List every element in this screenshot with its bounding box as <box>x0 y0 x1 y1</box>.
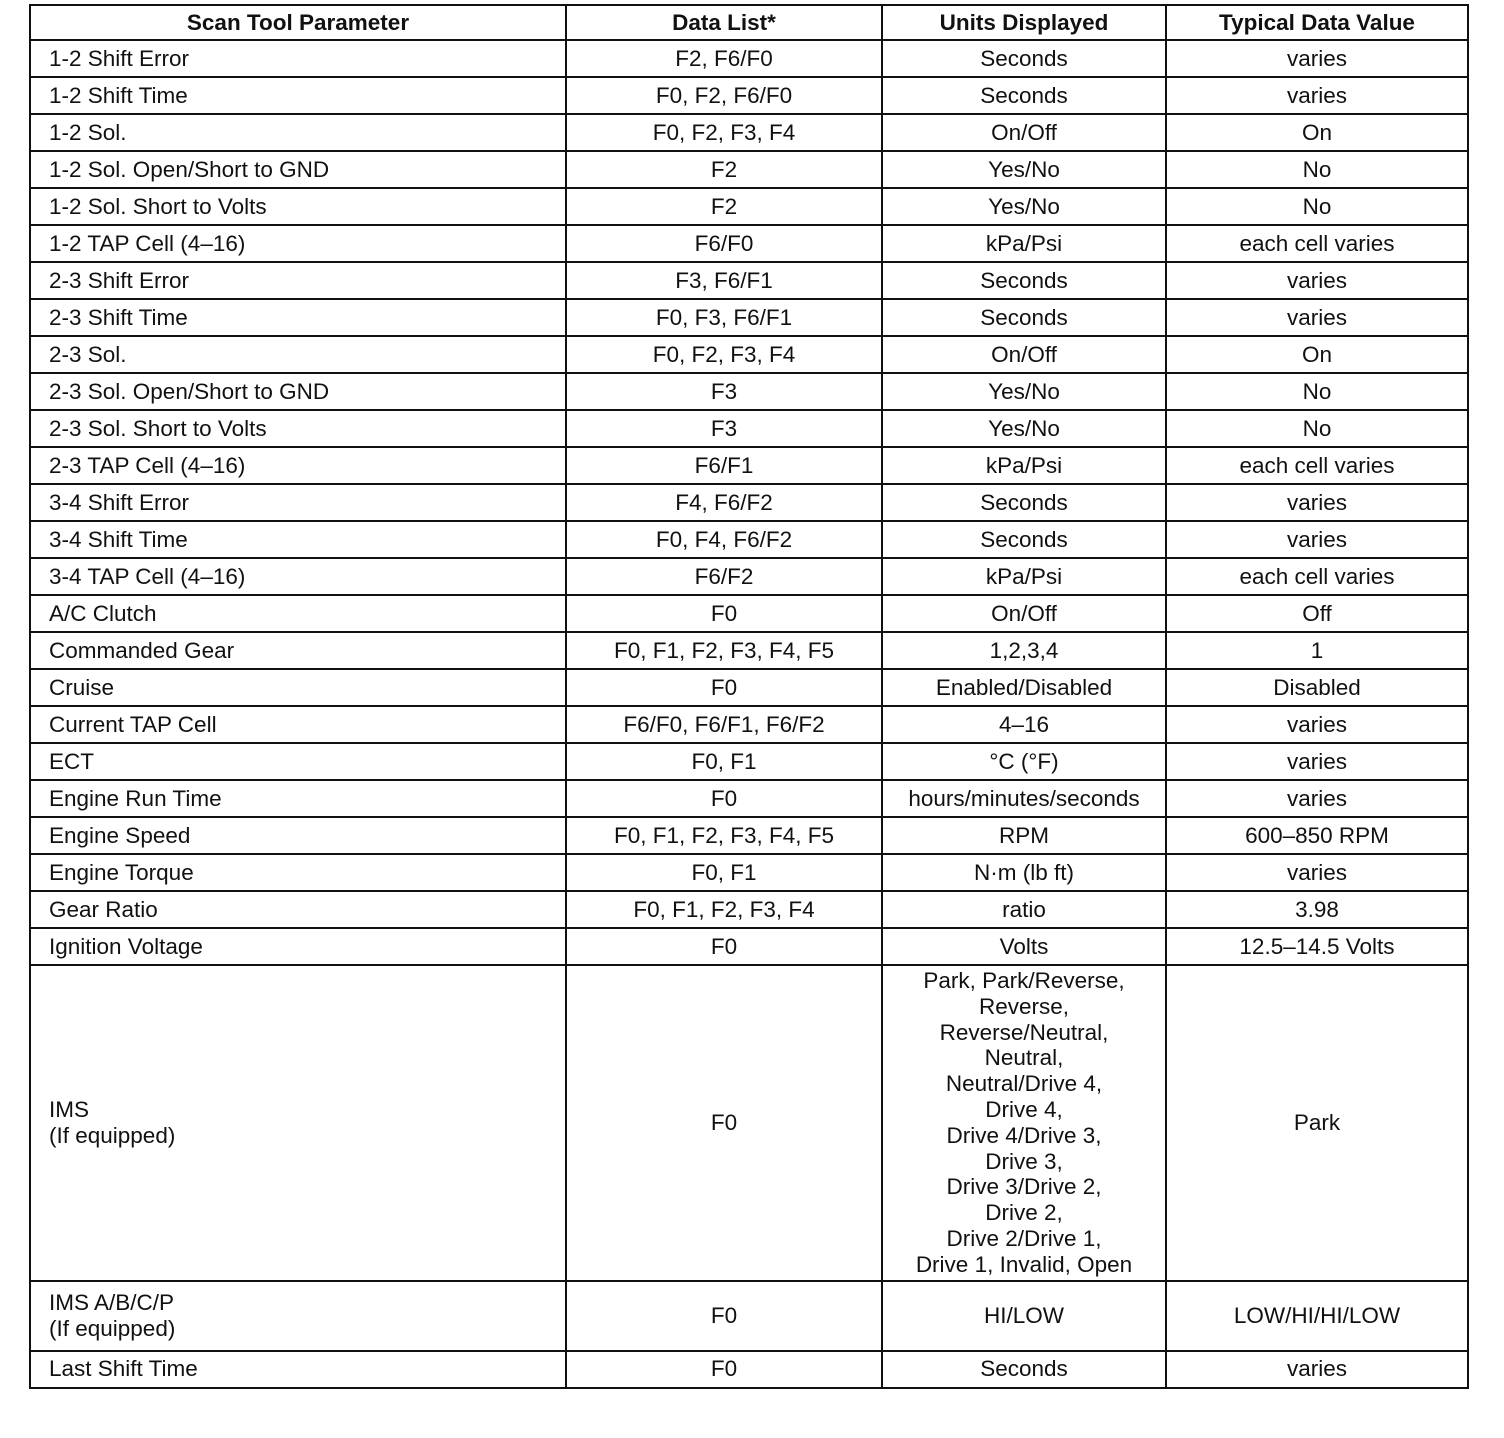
data-list-cell: F0, F2, F3, F4 <box>566 114 882 151</box>
header-units-displayed: Units Displayed <box>882 5 1166 40</box>
data-list-cell: F2 <box>566 151 882 188</box>
data-list-cell: F0, F1 <box>566 743 882 780</box>
units-cell: Volts <box>882 928 1166 965</box>
param-cell: Cruise <box>30 669 566 706</box>
data-list-cell: F0, F3, F6/F1 <box>566 299 882 336</box>
table-row <box>30 40 1468 77</box>
typical-value-cell: 3.98 <box>1166 891 1468 928</box>
units-cell: Yes/No <box>882 151 1166 188</box>
units-cell: Yes/No <box>882 410 1166 447</box>
table-row <box>30 706 1468 743</box>
units-cell: kPa/Psi <box>882 225 1166 262</box>
data-list-cell: F0 <box>566 780 882 817</box>
typical-value-cell: varies <box>1166 706 1468 743</box>
table-row <box>30 77 1468 114</box>
typical-value-cell: 600–850 RPM <box>1166 817 1468 854</box>
units-cell: Seconds <box>882 299 1166 336</box>
data-list-cell: F2, F6/F0 <box>566 40 882 77</box>
units-cell: Enabled/Disabled <box>882 669 1166 706</box>
typical-value-cell: each cell varies <box>1166 558 1468 595</box>
typical-value-cell: No <box>1166 410 1468 447</box>
typical-value-cell: On <box>1166 114 1468 151</box>
param-cell: Current TAP Cell <box>30 706 566 743</box>
param-cell: IMS A/B/C/P (If equipped) <box>30 1281 566 1351</box>
data-list-cell: F6/F0 <box>566 225 882 262</box>
data-list-cell: F0, F2, F3, F4 <box>566 336 882 373</box>
units-cell: Seconds <box>882 40 1166 77</box>
data-list-cell: F6/F1 <box>566 447 882 484</box>
data-list-cell: F6/F0, F6/F1, F6/F2 <box>566 706 882 743</box>
data-list-cell: F0 <box>566 965 882 1281</box>
param-cell: ECT <box>30 743 566 780</box>
table-body <box>30 40 1468 1388</box>
data-list-cell: F0 <box>566 595 882 632</box>
typical-value-cell: No <box>1166 151 1468 188</box>
table-row <box>30 1281 1468 1351</box>
units-cell: Seconds <box>882 484 1166 521</box>
data-list-cell: F0 <box>566 1351 882 1388</box>
table-row <box>30 891 1468 928</box>
units-cell: ratio <box>882 891 1166 928</box>
header-scan-tool-parameter: Scan Tool Parameter <box>30 5 566 40</box>
param-cell: 1-2 TAP Cell (4–16) <box>30 225 566 262</box>
table-row <box>30 558 1468 595</box>
param-cell: 1-2 Sol. Short to Volts <box>30 188 566 225</box>
table-row <box>30 447 1468 484</box>
typical-value-cell: each cell varies <box>1166 447 1468 484</box>
table-row <box>30 151 1468 188</box>
table-row <box>30 262 1468 299</box>
param-cell: 2-3 Shift Error <box>30 262 566 299</box>
units-cell: HI/LOW <box>882 1281 1166 1351</box>
data-list-cell: F3 <box>566 373 882 410</box>
typical-value-cell: varies <box>1166 77 1468 114</box>
data-list-cell: F0, F4, F6/F2 <box>566 521 882 558</box>
param-cell: 3-4 TAP Cell (4–16) <box>30 558 566 595</box>
param-cell: IMS (If equipped) <box>30 965 566 1281</box>
typical-value-cell: varies <box>1166 521 1468 558</box>
param-cell: 2-3 TAP Cell (4–16) <box>30 447 566 484</box>
table-row <box>30 299 1468 336</box>
table-row <box>30 336 1468 373</box>
table-row <box>30 1351 1468 1388</box>
data-list-cell: F0, F2, F6/F0 <box>566 77 882 114</box>
header-typical-data-value: Typical Data Value <box>1166 5 1468 40</box>
typical-value-cell: varies <box>1166 299 1468 336</box>
data-list-cell: F0, F1, F2, F3, F4 <box>566 891 882 928</box>
data-list-cell: F6/F2 <box>566 558 882 595</box>
header-data-list: Data List* <box>566 5 882 40</box>
units-cell: N·m (lb ft) <box>882 854 1166 891</box>
param-cell: 1-2 Shift Time <box>30 77 566 114</box>
table-row <box>30 114 1468 151</box>
param-cell: 2-3 Sol. <box>30 336 566 373</box>
param-cell: Engine Run Time <box>30 780 566 817</box>
param-cell: Gear Ratio <box>30 891 566 928</box>
units-cell: Seconds <box>882 1351 1166 1388</box>
param-cell: Engine Torque <box>30 854 566 891</box>
table-header <box>30 5 1468 40</box>
param-cell: 2-3 Shift Time <box>30 299 566 336</box>
units-cell: °C (°F) <box>882 743 1166 780</box>
table-row <box>30 225 1468 262</box>
param-cell: Last Shift Time <box>30 1351 566 1388</box>
typical-value-cell: each cell varies <box>1166 225 1468 262</box>
typical-value-cell: Disabled <box>1166 669 1468 706</box>
units-cell: 1,2,3,4 <box>882 632 1166 669</box>
param-cell: 1-2 Sol. Open/Short to GND <box>30 151 566 188</box>
table-row <box>30 632 1468 669</box>
typical-value-cell: varies <box>1166 854 1468 891</box>
table-row <box>30 669 1468 706</box>
param-cell: 2-3 Sol. Short to Volts <box>30 410 566 447</box>
typical-value-cell: varies <box>1166 484 1468 521</box>
data-list-cell: F0 <box>566 1281 882 1351</box>
typical-value-cell: varies <box>1166 1351 1468 1388</box>
data-list-cell: F0, F1, F2, F3, F4, F5 <box>566 632 882 669</box>
data-list-cell: F0, F1, F2, F3, F4, F5 <box>566 817 882 854</box>
header-row <box>30 5 1468 40</box>
units-cell: On/Off <box>882 336 1166 373</box>
table-row <box>30 817 1468 854</box>
typical-value-cell: varies <box>1166 40 1468 77</box>
units-cell: On/Off <box>882 595 1166 632</box>
typical-value-cell: varies <box>1166 780 1468 817</box>
units-cell: 4–16 <box>882 706 1166 743</box>
typical-value-cell: LOW/HI/HI/LOW <box>1166 1281 1468 1351</box>
table-row <box>30 965 1468 1281</box>
param-cell: 1-2 Shift Error <box>30 40 566 77</box>
units-cell: Seconds <box>882 262 1166 299</box>
typical-value-cell: No <box>1166 188 1468 225</box>
data-list-cell: F4, F6/F2 <box>566 484 882 521</box>
data-list-cell: F3, F6/F1 <box>566 262 882 299</box>
units-cell: RPM <box>882 817 1166 854</box>
typical-value-cell: Park <box>1166 965 1468 1281</box>
units-cell: kPa/Psi <box>882 558 1166 595</box>
units-cell: Park, Park/Reverse, Reverse, Reverse/Neutral, Neutral, Neutral/Drive 4, Drive 4, Drive 4/Drive 3, Drive 3, Drive 3/Drive 2, Drive 2, Drive 2/Drive 1, Drive 1, Invalid, Open <box>882 965 1166 1281</box>
param-cell: A/C Clutch <box>30 595 566 632</box>
typical-value-cell: Off <box>1166 595 1468 632</box>
scan-tool-parameter-table <box>29 4 1469 1389</box>
table-row <box>30 928 1468 965</box>
data-list-cell: F0, F1 <box>566 854 882 891</box>
units-cell: On/Off <box>882 114 1166 151</box>
data-list-cell: F3 <box>566 410 882 447</box>
table-row <box>30 521 1468 558</box>
data-list-cell: F2 <box>566 188 882 225</box>
units-cell: Seconds <box>882 77 1166 114</box>
units-cell: Seconds <box>882 521 1166 558</box>
typical-value-cell: 1 <box>1166 632 1468 669</box>
table-row <box>30 780 1468 817</box>
table-row <box>30 854 1468 891</box>
typical-value-cell: On <box>1166 336 1468 373</box>
param-cell: 3-4 Shift Error <box>30 484 566 521</box>
data-list-cell: F0 <box>566 669 882 706</box>
table-row <box>30 188 1468 225</box>
data-list-cell: F0 <box>566 928 882 965</box>
table-row <box>30 484 1468 521</box>
param-cell: 1-2 Sol. <box>30 114 566 151</box>
units-cell: Yes/No <box>882 373 1166 410</box>
table-row <box>30 373 1468 410</box>
typical-value-cell: varies <box>1166 262 1468 299</box>
param-cell: 3-4 Shift Time <box>30 521 566 558</box>
typical-value-cell: No <box>1166 373 1468 410</box>
param-cell: Engine Speed <box>30 817 566 854</box>
typical-value-cell: varies <box>1166 743 1468 780</box>
units-cell: kPa/Psi <box>882 447 1166 484</box>
param-cell: 2-3 Sol. Open/Short to GND <box>30 373 566 410</box>
table-row <box>30 410 1468 447</box>
table-row <box>30 743 1468 780</box>
table-row <box>30 595 1468 632</box>
typical-value-cell: 12.5–14.5 Volts <box>1166 928 1468 965</box>
param-cell: Commanded Gear <box>30 632 566 669</box>
units-cell: Yes/No <box>882 188 1166 225</box>
param-cell: Ignition Voltage <box>30 928 566 965</box>
units-cell: hours/minutes/seconds <box>882 780 1166 817</box>
